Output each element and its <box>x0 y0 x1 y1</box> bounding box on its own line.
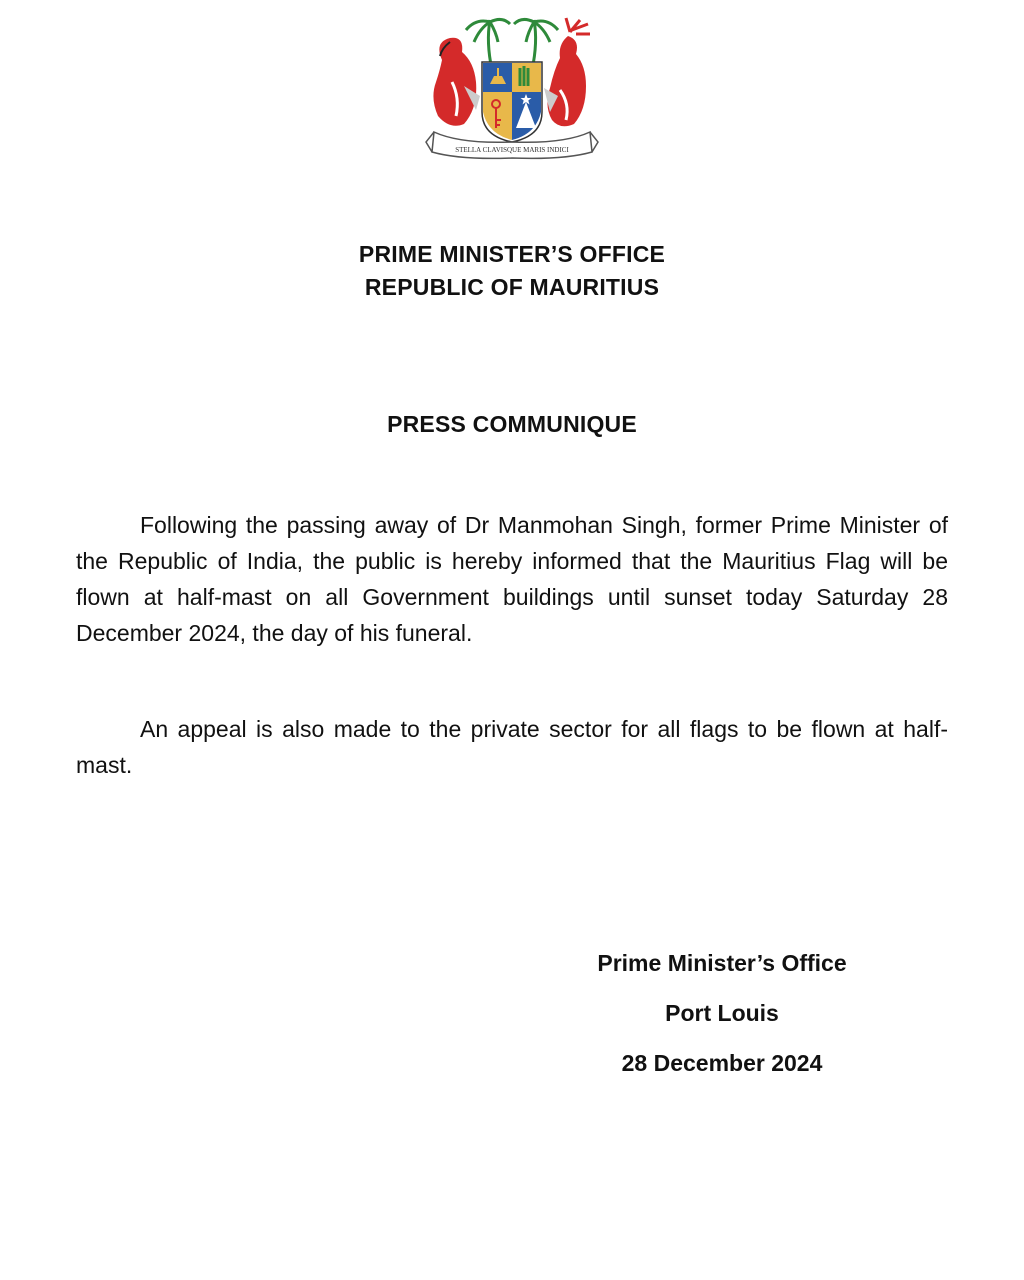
office-title <box>0 238 1024 304</box>
signature-office: Prime Minister’s Office <box>597 950 847 976</box>
body-paragraph-2: An appeal is also made to the private sector for all flags to be flown at half-mast. <box>76 716 948 778</box>
mauritius-coat-of-arms-emblem <box>420 12 604 160</box>
republic-name: REPUBLIC OF MAURITIUS <box>364 274 660 300</box>
deer-supporter-icon <box>544 18 590 126</box>
dodo-supporter-icon <box>433 38 480 126</box>
shield-icon <box>482 62 542 142</box>
signature-date: 28 December 2024 <box>621 1050 823 1076</box>
motto-text: STELLA CLAVISQUE MARIS INDICI <box>455 146 569 154</box>
signature-place: Port Louis <box>665 1000 779 1026</box>
body-paragraph-1: Following the passing away of Dr Manmohan Singh, former Prime Minister of the Republic of India, the public is hereby informed that the Mauritius Flag will be flown at half-mast on all Government buildings until sunset today Saturday 28 December 2024, the day of his funeral. <box>76 512 948 646</box>
office-name: PRIME MINISTER’S OFFICE <box>358 241 666 267</box>
document-title: PRESS COMMUNIQUE <box>387 411 637 437</box>
